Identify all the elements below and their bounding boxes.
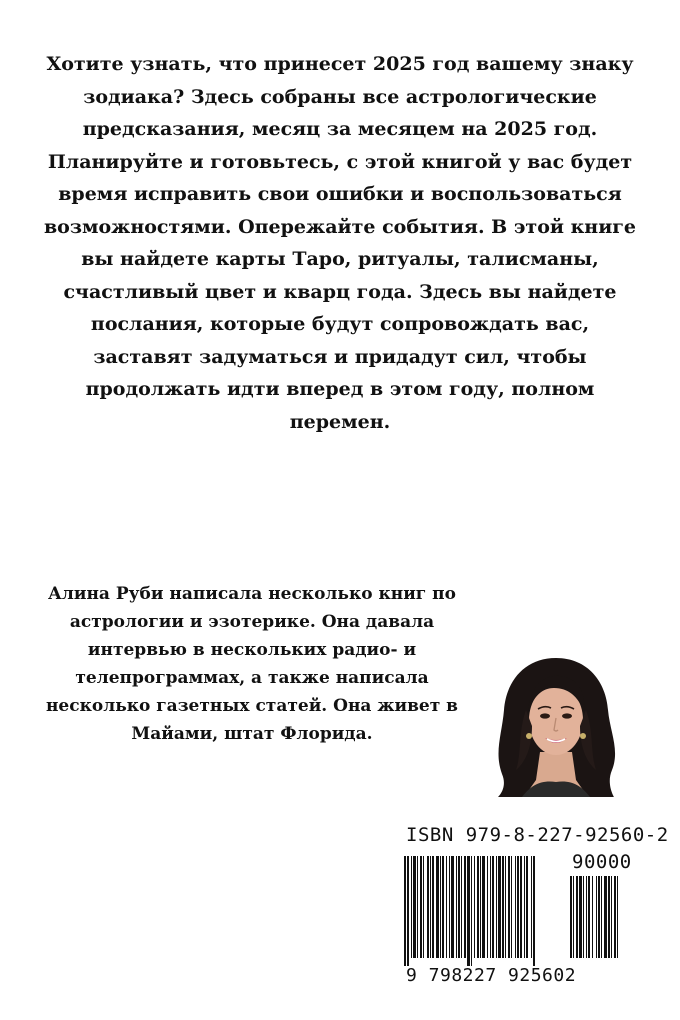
author-portrait-icon [488,652,624,797]
author-photo [488,652,624,797]
ean-digits: 9 798227 925602 [406,965,577,986]
isbn-barcode [400,818,669,998]
isbn-label: ISBN 979-8-227-92560-2 [406,824,669,846]
price-code: 90000 [572,851,632,873]
author-bio: Алина Руби написала несколько книг по астрологии и эзотерике. Она давала интервью в нескольких радио- и телепрограммах, а также написала несколько газетных статей. Она живет в Майами, штат Флорида. [45,584,458,744]
cover-blurb: Хотите узнать, что принесет 2025 год вашему знаку зодиака? Здесь собраны все астрологические предсказания, месяц за месяцем на 2025 год. Планируйте и готовьтесь, с этой книгой у вас будет время исправить свои ошибки и воспользоваться возможностями. Опережайте события. В этой книге вы найдете карты Таро, ритуалы, талисманы, счастливый цвет и кварц года. Здесь вы найдете послания, которые будут сопровождать вас, заставят задуматься и придадут сил, чтобы продолжать идти вперед в этом году, полном перемен. [43,53,637,433]
addon-bars [570,876,642,966]
ean-bars [404,856,564,966]
